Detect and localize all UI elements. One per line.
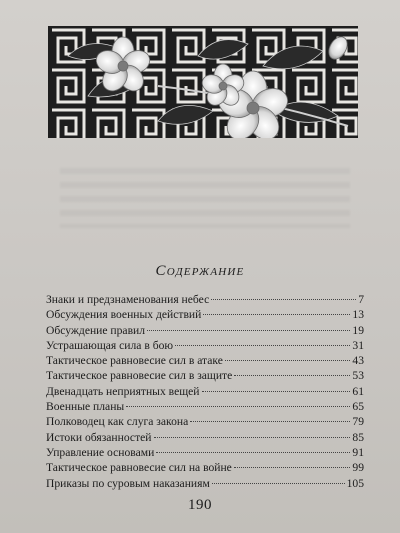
toc-entry bbox=[46, 414, 364, 429]
dot-leader bbox=[156, 452, 350, 453]
toc-entry-page: 7 bbox=[358, 293, 364, 306]
toc-entry bbox=[46, 399, 364, 414]
toc-entry-title: Полководец как слуга закона bbox=[46, 415, 189, 429]
dot-leader bbox=[126, 406, 350, 407]
page-number: 190 bbox=[188, 497, 212, 513]
toc-entry-title: Тактическое равновесие сил на войне bbox=[46, 461, 232, 475]
toc-entry-title: Управление основами bbox=[46, 445, 155, 459]
toc-entry-page: 99 bbox=[352, 461, 364, 475]
toc-entry bbox=[46, 292, 364, 307]
toc-entry bbox=[46, 353, 364, 368]
toc-entry-title: Устрашающая сила в бою bbox=[46, 338, 174, 352]
toc-entry-title: Тактическое равновесие сил в защите bbox=[46, 369, 233, 383]
dot-leader bbox=[234, 467, 351, 468]
toc-entry-title: Обсуждения военных действий bbox=[46, 308, 202, 322]
toc-entry bbox=[46, 445, 364, 460]
toc-entry bbox=[46, 368, 364, 383]
toc-entry-page: 13 bbox=[352, 308, 364, 322]
toc-entry bbox=[46, 460, 364, 475]
toc-entry-page: 79 bbox=[352, 415, 364, 429]
dot-leader bbox=[202, 391, 351, 392]
toc-entry-page: 85 bbox=[352, 430, 364, 444]
toc-entry bbox=[46, 338, 364, 353]
contents-heading: Содержание bbox=[155, 263, 245, 279]
toc-entry-title: Тактическое равновесие сил в атаке bbox=[46, 354, 223, 368]
toc-entry-title: Двенадцать неприятных вещей bbox=[46, 384, 200, 398]
toc-entry-page: 65 bbox=[352, 400, 364, 414]
dot-leader bbox=[190, 421, 350, 422]
dot-leader bbox=[147, 330, 350, 331]
toc-entry-title: Обсуждение правил bbox=[46, 323, 146, 337]
toc-entry-title: Знаки и предзнаменования небес bbox=[46, 293, 210, 306]
toc-entry-title: Военные планы bbox=[46, 400, 125, 414]
toc-entry bbox=[46, 323, 364, 338]
dot-leader bbox=[175, 345, 350, 346]
toc-entry bbox=[46, 476, 364, 491]
toc-entry-title: Истоки обязанностей bbox=[46, 430, 152, 444]
dot-leader bbox=[211, 299, 356, 300]
dot-leader bbox=[234, 375, 350, 376]
toc-entry-page: 61 bbox=[352, 384, 364, 398]
toc-entry bbox=[46, 430, 364, 445]
dot-leader bbox=[212, 483, 345, 484]
bleed-through-text bbox=[60, 168, 350, 228]
table-of-contents bbox=[46, 292, 364, 491]
toc-entry bbox=[46, 384, 364, 399]
toc-entry-page: 31 bbox=[352, 338, 364, 352]
dot-leader bbox=[225, 360, 351, 361]
toc-entry-page: 19 bbox=[352, 323, 364, 337]
floral-fret-banner bbox=[48, 26, 358, 138]
toc-entry-page: 53 bbox=[352, 369, 364, 383]
toc-entry-page: 91 bbox=[352, 445, 364, 459]
toc-entry bbox=[46, 307, 364, 322]
toc-entry-title: Приказы по суровым наказаниям bbox=[46, 476, 210, 490]
toc-entry-page: 43 bbox=[352, 354, 364, 368]
dot-leader bbox=[154, 437, 351, 438]
floral-fret-illustration bbox=[48, 26, 358, 138]
toc-entry-page: 105 bbox=[346, 476, 364, 490]
dot-leader bbox=[203, 314, 350, 315]
